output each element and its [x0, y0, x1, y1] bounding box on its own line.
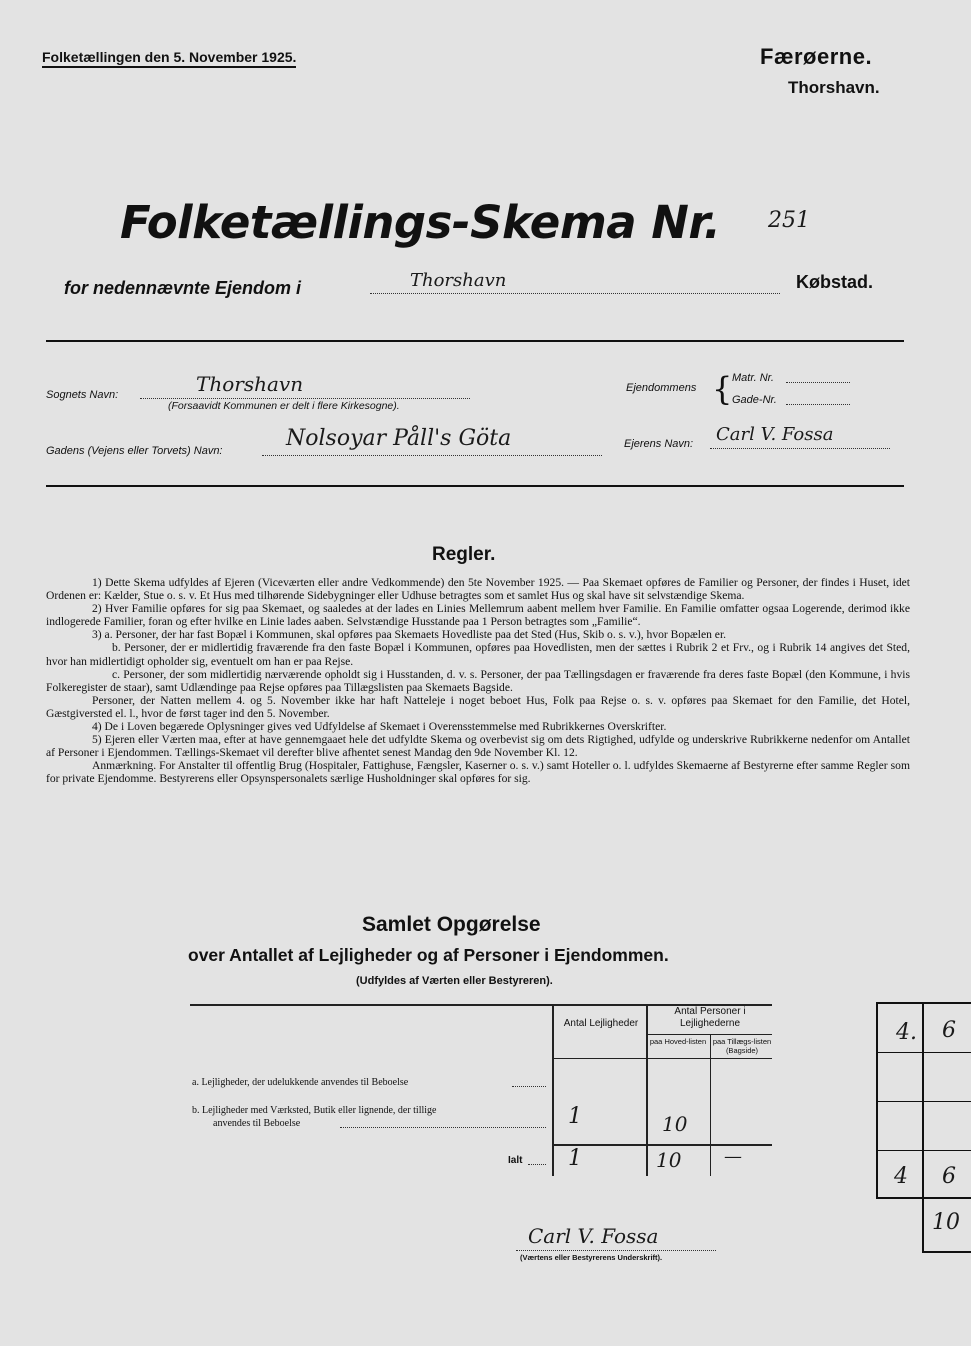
parish-value: Thorshavn [196, 372, 304, 396]
rule-2: 2) Hver Familie opføres for sig paa Skemaet, og saaledes at der lades en Linies Mellemrum aabent mellem hver Familie. En Familie omfatter ogsaa Logerende, derimod ikke indlogerede Familier, foran og efter hvilke en Linie lades aaben. Selvstændige Husstande paa 1 Person betragtes som „Familie“. [46, 602, 910, 629]
summary-heading: Samlet Opgørelse [362, 913, 541, 936]
property-label: Ejendommens [626, 382, 697, 394]
street-dotline [262, 455, 602, 456]
rule-3c: c. Personer, der som midlertidig nærværende opholdt sig i Husstanden, d. v. s. Personer, der paa Tællingsdagen er fraværende fra deres faste Bopæl (den Kommune, i hvis Folkeregister de staar), samt Udlændinge paa Rejse opføres paa Tillægslisten paa Skemaets Bagside. [46, 667, 910, 694]
census-date: Folketællingen den 5. November 1925. [42, 49, 296, 68]
margin-box-top-line [876, 1002, 971, 1004]
parish-label: Sognets Navn: [46, 389, 119, 401]
rules-heading: Regler. [432, 544, 496, 565]
row-b-apartments: 1 [568, 1104, 582, 1129]
rule-annotation: Anmærkning. For Anstalter til offentlig Brug (Hospitaler, Fattighuse, Fængsler, Kaserner o. s. v.) samt Hoteller o. l. udfyldes Skemaerne af Bestyrerne efter samme Regler som for private Ejendomme. Bestyrerens eller Opsynspersonalets særlige Husholdninger skal opføres for sig. [46, 759, 910, 786]
top-rule [46, 340, 904, 342]
rule-3-note: Personer, der Natten mellem 4. og 5. November ikke har haft Natteleje i noget beboet Hus, Folk paa Rejse o. s. v. opføres paa Skemaet for den Familie, det Hotel, Gæstgiversted el. l., hvor de først tager ind den 5. November. [46, 693, 910, 720]
margin-box-row3-line [876, 1150, 971, 1151]
subtitle-place: Thorshavn [410, 270, 507, 291]
rule-3b: b. Personer, der er midlertidig fraværende fra den faste Bopæl i Kommunen, opføres paa Hovedlisten, men der sættes i Rubrik 2 et Frv., og i Rubrik 14 angives det Sted, hvor han midlertidigt opholder sig, eventuelt om han er paa Rejse. [46, 641, 910, 668]
row-b-label-1: b. Lejligheder med Værksted, Butik eller lignende, der tillige [192, 1105, 437, 1116]
town-title: Thorshavn. [788, 78, 880, 97]
table-head-bottom-line [552, 1058, 772, 1059]
row-b-label-2: anvendes til Beboelse [213, 1118, 301, 1129]
matr-dotline [786, 382, 850, 383]
rule-1: 1) Dette Skema udfyldes af Ejeren (Viceværten eller andre Vedkommende) den 5te November 1925. — Paa Skemaet opføres de Familier og Personer, der findes i Huset, idet Ordenen er: Kælder, Stue o. s. v. Et Hus med tilhørende Sidebygninger eller Udhuse betragtes som et samlet Hus og skal have sit selvstændige Skema. [46, 576, 910, 603]
col-main-list-header: paa Hoved-listen [649, 1037, 707, 1046]
table-subhead-line [646, 1034, 772, 1035]
margin-box-mid-line [922, 1002, 924, 1252]
table-col3-line [710, 1034, 711, 1176]
matr-label: Matr. Nr. [732, 372, 774, 384]
col-supplement-list-header: paa Tillægs-listen (Bagside) [712, 1037, 772, 1055]
owner-label: Ejerens Navn: [624, 438, 694, 450]
rules-list [46, 576, 910, 786]
subtitle-prefix: for nedennævnte Ejendom i [64, 278, 302, 298]
place-dotline [370, 293, 780, 294]
summary-subheading: over Antallet af Lejligheder og af Personer i Ejendommen. [188, 945, 669, 965]
form-title: Folketællings-Skema Nr. [120, 196, 721, 249]
row-b-dotline [340, 1127, 546, 1128]
owner-dotline [710, 448, 890, 449]
total-supplement: — [724, 1146, 742, 1167]
summary-note: (Udfyldes af Værten eller Bestyreren). [356, 975, 553, 987]
signature-caption: (Værtens eller Bestyrerens Underskrift). [520, 1253, 663, 1262]
total-apartments: 1 [568, 1146, 582, 1171]
row-a-dotline [512, 1086, 546, 1087]
margin-box-row4-line [876, 1197, 971, 1199]
rule-4: 4) De i Loven begærede Oplysninger gives ved Udfyldelse af Skemaet i Overensstemmelse med Rubrikkernes Overskrifter. [92, 720, 667, 734]
margin-r5c2: 10 [932, 1210, 960, 1235]
owner-value: Carl V. Fossa [716, 424, 834, 445]
margin-box-row2-line [876, 1101, 971, 1102]
gade-label: Gade-Nr. [732, 394, 777, 406]
mid-rule [46, 485, 904, 487]
street-label: Gadens (Vejens eller Torvets) Navn: [46, 445, 223, 457]
gade-dotline [786, 404, 850, 405]
table-col2-line [646, 1004, 648, 1176]
brace-icon: { [712, 370, 733, 408]
form-number: 251 [768, 208, 810, 233]
row-b-main: 10 [662, 1112, 688, 1136]
rule-3a: 3) a. Personer, der har fast Bopæl i Kommunen, skal opføres paa Skemaets Hovedliste paa det Sted (Hus, Skib o. s. v.), hvor Bopælen er. [92, 628, 727, 642]
total-main: 10 [656, 1148, 682, 1172]
parish-note: (Forsaavidt Kommunen er delt i flere Kirkesogne). [168, 400, 400, 412]
table-col1-line [552, 1004, 554, 1176]
margin-r4c2: 6 [942, 1164, 956, 1189]
region-title: Færøerne. [760, 44, 873, 69]
margin-box-left-line [876, 1002, 878, 1198]
margin-r1c2: 6 [942, 1018, 956, 1043]
col-persons-header: Antal Personer i Lejlighederne [674, 1006, 746, 1029]
margin-r4c1: 4 [894, 1164, 908, 1189]
margin-box-row5-line [922, 1251, 971, 1253]
total-dotline [528, 1164, 546, 1165]
subtitle-suffix: Købstad. [796, 272, 874, 292]
street-value: Nolsoyar Påll's Göta [286, 426, 512, 451]
col-apartments-header: Antal Lejligheder [563, 1018, 639, 1029]
rule-5: 5) Ejeren eller Værten maa, efter at have gennemgaaet hele det udfyldte Skema og overbevist sig om dets Rigtighed, udfylde og underskrive Rubrikkerne nedenfor om Antallet af Personer i Ejendommen. Tællings-Skemaet vil derefter blive afhentet senest Mandag den 9de November Kl. 12. [46, 733, 910, 760]
row-a-label: a. Lejligheder, der udelukkende anvendes til Beboelse [192, 1077, 409, 1088]
margin-box-row1-line [876, 1052, 971, 1053]
signature: Carl V. Fossa [528, 1224, 659, 1248]
total-label: Ialt [508, 1155, 523, 1166]
parish-dotline [140, 398, 470, 399]
signature-dotline [516, 1250, 716, 1251]
margin-r1c1: 4. [896, 1020, 917, 1045]
